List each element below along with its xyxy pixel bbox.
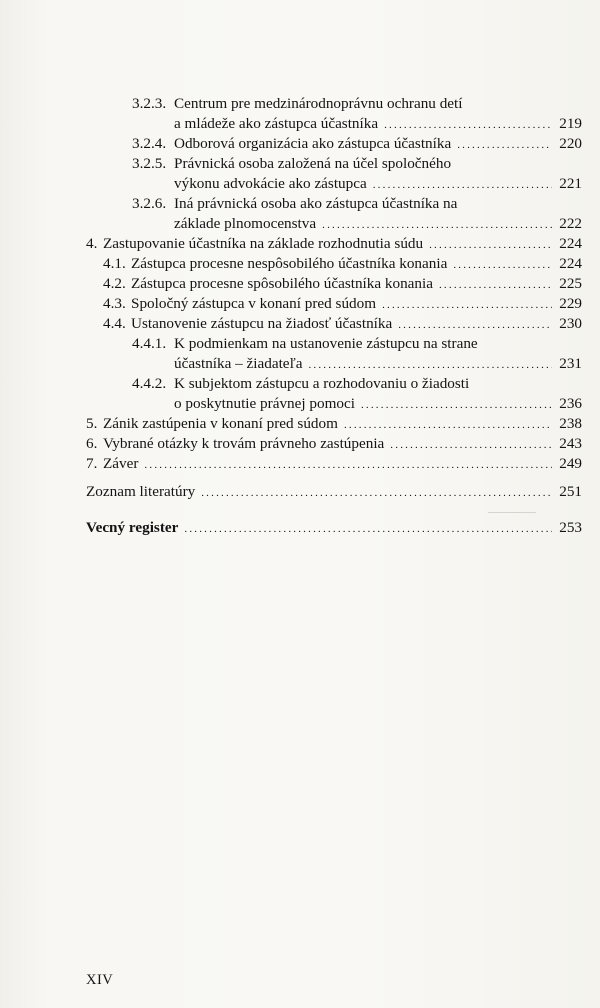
dot-leader (144, 455, 552, 475)
toc-title: výkonu advokácie ako zástupca (174, 175, 367, 192)
page-number: 238 (559, 415, 582, 432)
toc-title: Zoznam literatúry (86, 483, 196, 500)
toc-title: a mládeže ako zástupca účastníka (174, 115, 379, 132)
toc-title: Zástupca procesne spôsobilého účastníka konania (131, 275, 433, 292)
dot-leader (322, 215, 552, 235)
toc-entry-bibliography (86, 482, 582, 503)
dot-leader (344, 415, 552, 435)
dot-leader (390, 435, 552, 455)
dot-leader (184, 519, 552, 539)
page-number: 253 (559, 519, 582, 536)
toc-title-line: K podmienkam na ustanovenie zástupcu na strane (174, 335, 478, 352)
toc-entry-4 (86, 234, 582, 255)
toc-entry-3-2-6 (132, 194, 582, 235)
toc-title-line: Centrum pre medzinárodnoprávnu ochranu detí (174, 95, 463, 112)
page-number: 243 (559, 435, 582, 452)
page-number: 222 (559, 215, 582, 232)
toc-entry-3-2-4 (132, 134, 582, 155)
page-number: 229 (559, 295, 582, 312)
toc-entry-6 (86, 434, 582, 455)
page-folio: XIV (86, 972, 114, 988)
dot-leader (361, 395, 552, 415)
toc-entry-index (86, 518, 582, 539)
page-number: 219 (559, 115, 582, 132)
toc-number: 6. (86, 435, 98, 452)
toc-entry-3-2-3 (132, 94, 582, 135)
dot-leader (439, 275, 552, 295)
toc-title: účastníka – žiadateľa (174, 355, 303, 372)
page-number: 224 (559, 255, 582, 272)
toc-number: 4.4. (103, 315, 126, 332)
toc-number: 7. (86, 455, 98, 472)
toc-number: 4.3. (103, 295, 126, 312)
dot-leader (308, 355, 552, 375)
toc-number: 3.2.5. (132, 155, 167, 172)
toc-entry-4-4-1 (132, 334, 582, 375)
page-number: 231 (559, 355, 582, 372)
toc-title-line: K subjektom zástupcu a rozhodovaniu o žiadosti (174, 375, 470, 392)
toc-title: Spoločný zástupca v konaní pred súdom (131, 295, 377, 312)
dot-leader (373, 175, 552, 195)
dot-leader (382, 295, 552, 315)
print-smudge (488, 512, 536, 513)
dot-leader (384, 115, 552, 135)
toc-number: 3.2.4. (132, 135, 167, 152)
page-number: 224 (559, 235, 582, 252)
toc-entry-4-4-2 (132, 374, 582, 415)
page-number: 251 (559, 483, 582, 500)
toc-title: Zástupca procesne nespôsobilého účastníka konania (131, 255, 448, 272)
toc-title: základe plnomocenstva (174, 215, 317, 232)
toc-number: 4.1. (103, 255, 126, 272)
page-number: 236 (559, 395, 582, 412)
dot-leader (201, 483, 552, 503)
toc-entry-3-2-5 (132, 154, 582, 195)
page-number: 221 (559, 175, 582, 192)
page-number: 230 (559, 315, 582, 332)
toc-number: 4. (86, 235, 98, 252)
toc-title: Odborová organizácia ako zástupca účastníka (174, 135, 452, 152)
toc-number: 3.2.6. (132, 195, 167, 212)
toc-title: o poskytnutie právnej pomoci (174, 395, 355, 412)
dot-leader (429, 235, 552, 255)
dot-leader (453, 255, 552, 275)
toc-title: Vybrané otázky k trovám právneho zastúpenia (103, 435, 385, 452)
toc-title: Zánik zastúpenia v konaní pred súdom (103, 415, 338, 432)
toc-entry-4-3 (103, 294, 582, 315)
toc-title: Zastupovanie účastníka na základe rozhodnutia súdu (103, 235, 424, 252)
toc-entry-4-1 (103, 254, 582, 275)
toc-entry-5 (86, 414, 582, 435)
toc-entry-4-4 (103, 314, 582, 335)
toc-title: Ustanovenie zástupcu na žiadosť účastníka (131, 315, 393, 332)
page-number: 220 (559, 135, 582, 152)
toc-entry-4-2 (103, 274, 582, 295)
toc-title-line: Právnická osoba založená na účel spoločného (174, 155, 452, 172)
toc-entry-7 (86, 454, 582, 475)
dot-leader (398, 315, 552, 335)
toc-number: 3.2.3. (132, 95, 167, 112)
toc-title-line: Iná právnická osoba ako zástupca účastníka na (174, 195, 458, 212)
toc-number: 4.2. (103, 275, 126, 292)
toc-title: Vecný register (86, 519, 179, 536)
toc-number: 4.4.1. (132, 335, 167, 352)
toc-title: Záver (103, 455, 139, 472)
dot-leader (457, 135, 552, 155)
page-number: 249 (559, 455, 582, 472)
toc-number: 4.4.2. (132, 375, 167, 392)
toc-number: 5. (86, 415, 98, 432)
page-number: 225 (559, 275, 582, 292)
